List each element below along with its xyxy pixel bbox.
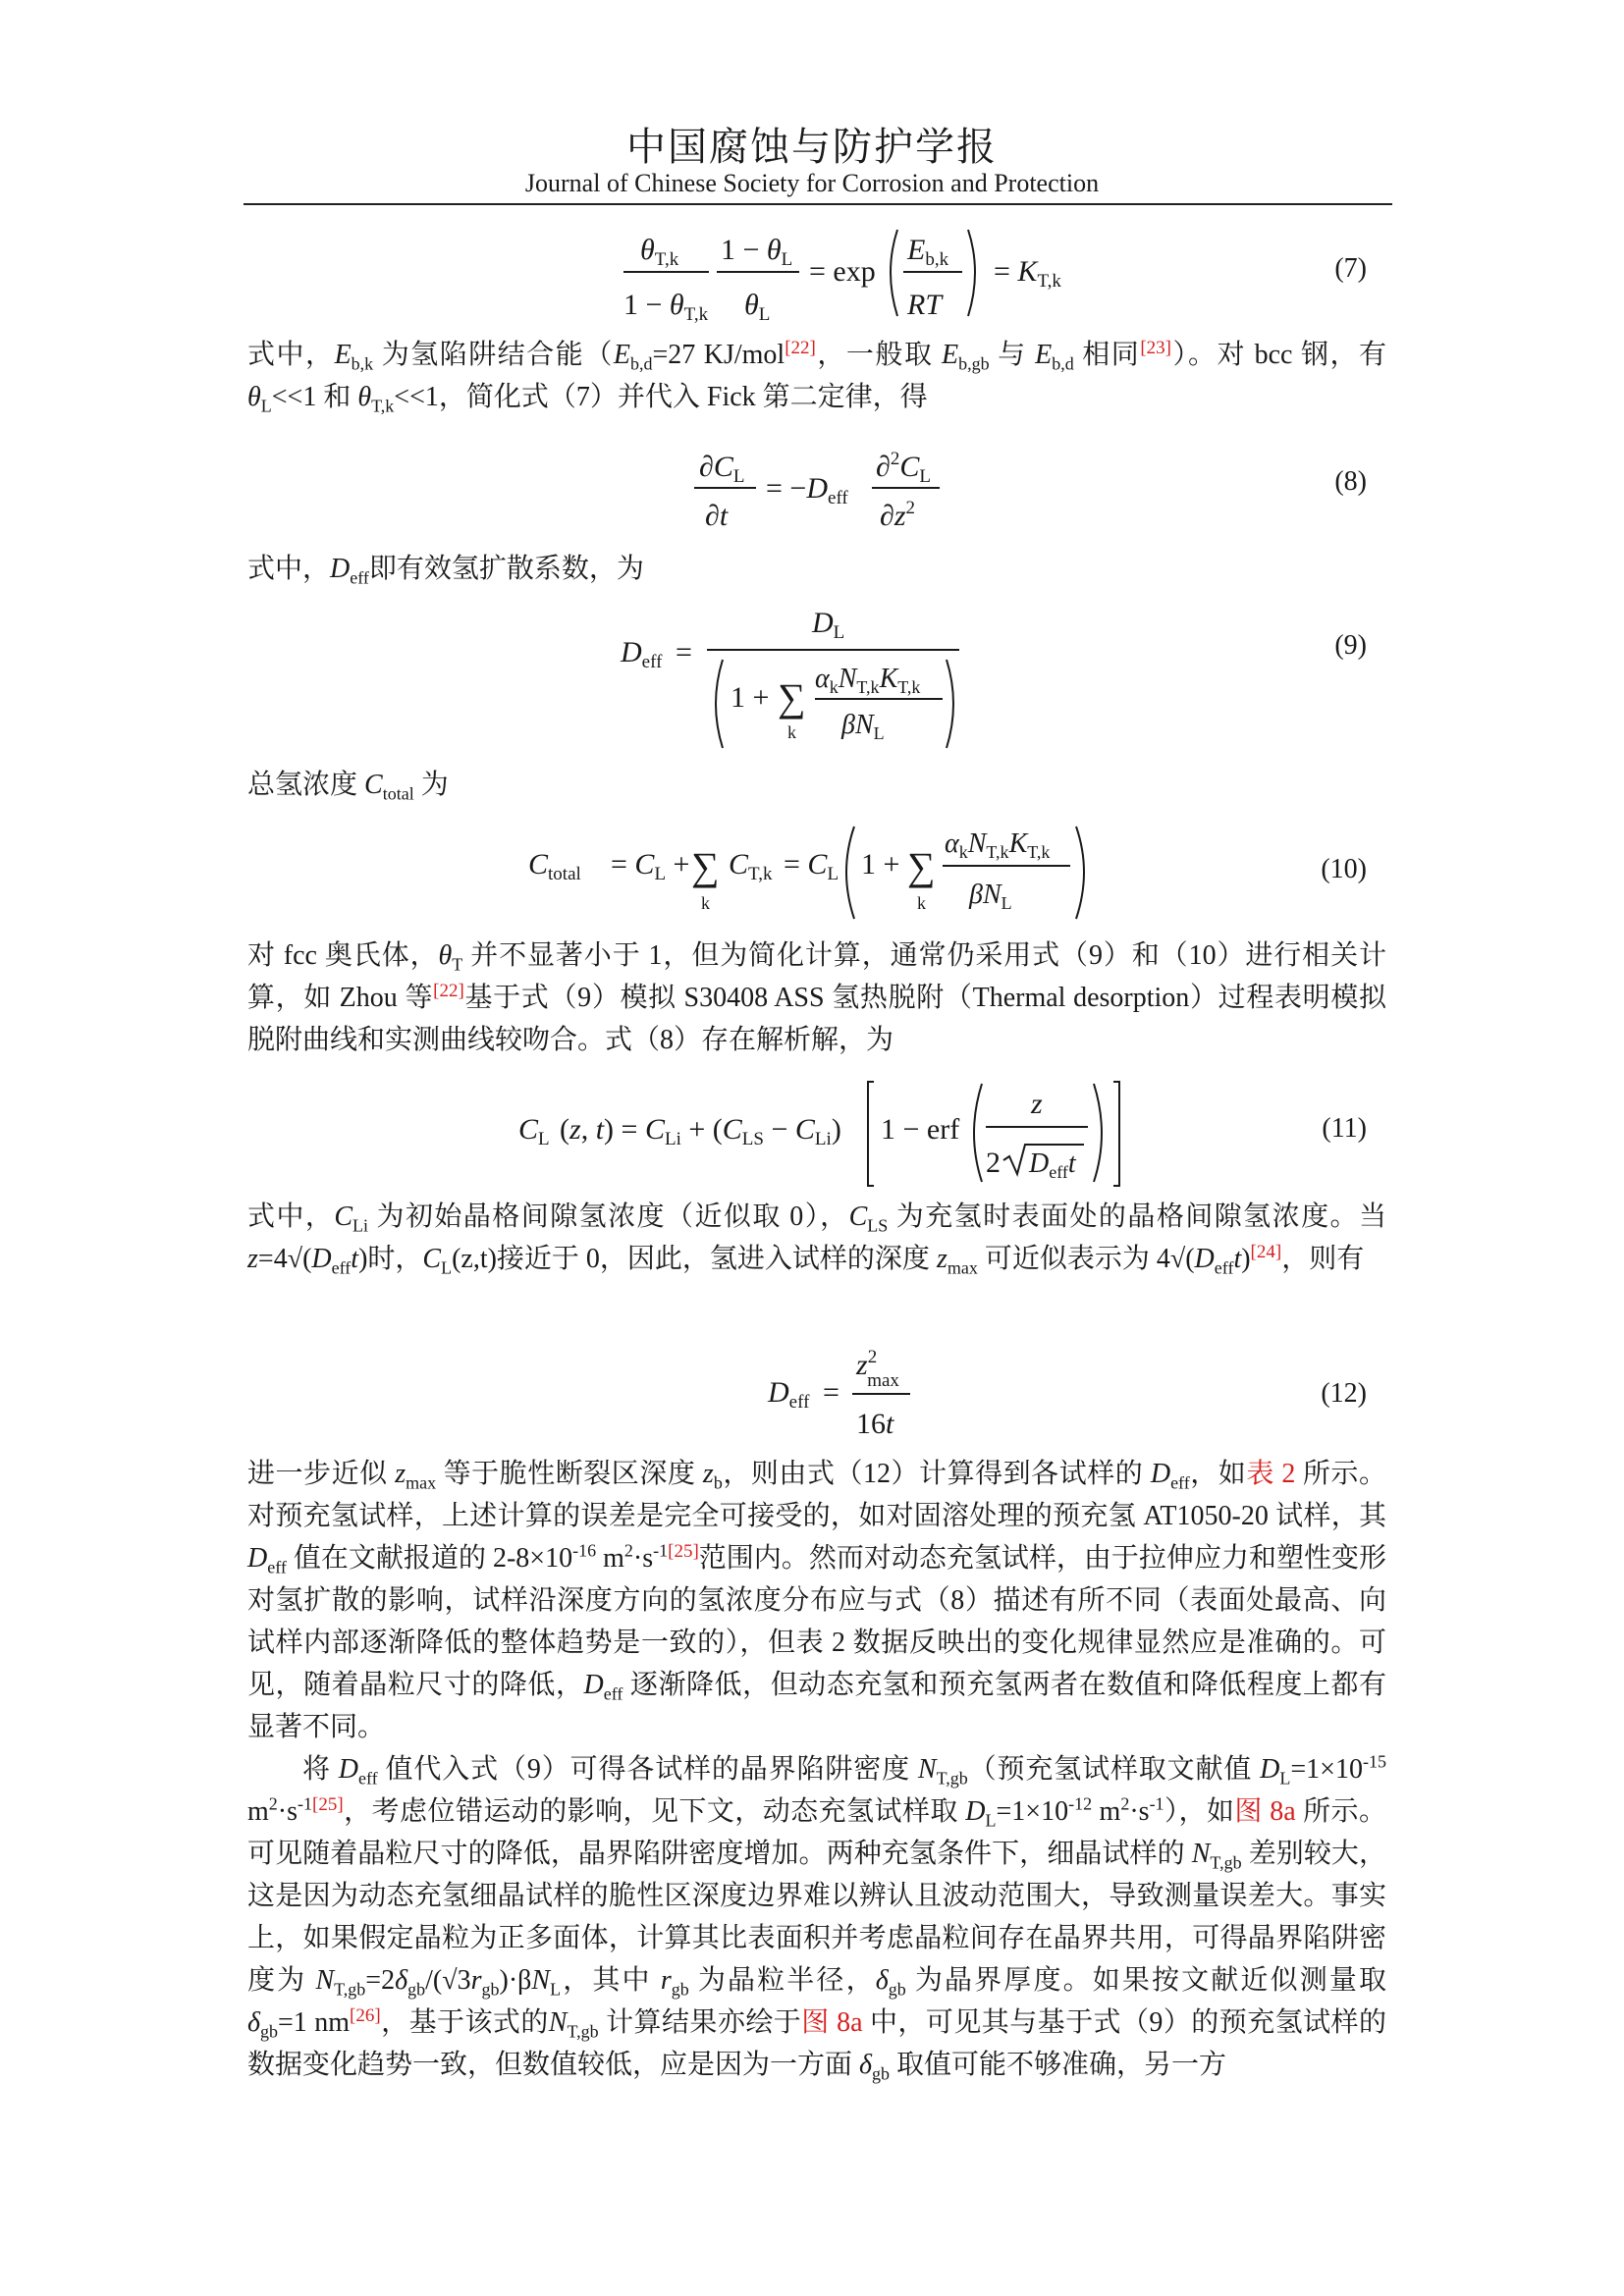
svg-text:1 +: 1 +: [861, 848, 900, 881]
citation-22[interactable]: [22]: [785, 338, 816, 358]
svg-text:(z, t) = CLi + (CLS − CLi): (z, $t) = C_{Li} + (C_{LS} - C_{Li})$: [560, 1113, 841, 1149]
equation-11: [247, 1070, 1386, 1193]
svg-text:∑: ∑: [907, 844, 936, 888]
equation-10-formula: [247, 813, 1386, 926]
table-2-link[interactable]: 表 2: [1246, 1459, 1296, 1489]
svg-text:Deff: $D_{eff}$: [621, 636, 663, 672]
paragraph-fcc-austenite: 对 fcc 奥氏体，$\theta_T$ 并不显著小于 1，但为简化计算，通常仍采用式（9）和（10）进行相关计算，如 Zhou 等[22]基于式（9）模拟 S30408 ASS 氢热脱附（Thermal desorption）过程表明模拟脱附曲线和实测曲线较吻合。式（8）存在解析解，为: [247, 940, 1386, 1055]
equation-11-number: (11): [1322, 1113, 1367, 1144]
svg-text:= −Deff: = $-D_{eff}$: [766, 472, 848, 508]
citation-26[interactable]: [26]: [350, 2005, 381, 2026]
svg-text:z: z: [1031, 1088, 1043, 1120]
citation-22-b[interactable]: [22]: [433, 981, 464, 1001]
figure-8a-link-2[interactable]: 图 8a: [801, 2007, 863, 2038]
svg-text:CL: $C_L$: [518, 1113, 550, 1149]
svg-text:∂2CL: $\partial^2C_L$: [876, 449, 931, 487]
svg-text:RT: RT: [907, 289, 943, 321]
svg-text:k: k: [917, 893, 926, 913]
svg-text:Deff: $D_{eff}$: [768, 1376, 810, 1413]
svg-text:= CL: = $C_L$: [784, 848, 839, 884]
journal-title-chinese: 中国腐蚀与防护学报: [626, 125, 998, 169]
svg-text:Eb,k: $E_{b,k}$: [907, 234, 949, 270]
svg-text:=: =: [676, 636, 692, 668]
paragraph-total-concentration: 总氢浓度 $C_{total}$ 为: [247, 770, 449, 804]
svg-text:∑: ∑: [778, 675, 806, 720]
svg-text:βNL: $\beta N_L$: [969, 880, 1012, 913]
citation-24[interactable]: [24]: [1250, 1242, 1282, 1262]
paragraph-trap-binding: 式中，$E_{b,k}$ 为氢陷阱结合能（$E_{b,d}=27$ KJ/mol[22]，一般取 $E_{b,gb}$ 与 $E_{b,d}$ 相同[23]）。对 bcc 钢，有 $\theta_L<<1$ 和 $\theta_{T,k}<<1$，简化式（7）并代入 Fick 第二定律，得: [247, 338, 1386, 416]
svg-text:z2max: $z^2$ max: [856, 1347, 899, 1391]
svg-text:1 − θL: $1 - \theta_L$: [721, 234, 793, 270]
equation-7: [247, 218, 1386, 326]
equation-7-formula: [247, 218, 1386, 326]
equation-9-number: (9): [1334, 630, 1367, 661]
svg-text:= KT,k: = $K_{T,k}$: [994, 255, 1061, 292]
figure-8a-link[interactable]: 图 8a: [1234, 1796, 1296, 1827]
equation-10: [247, 813, 1386, 926]
paragraph-deff-results: 进一步近似 $z_{max}$ 等于脆性断裂区深度 $z_b$，则由式（12）计算得到各试样的 $D_{eff}$，如表 2 所示。对预充氢试样，上述计算的误差是完全可接受的，如对固溶处理的预充氢 AT1050-20 试样，其 $D_{eff}$ 值在文献报道的 $2-8\times 10^{-16}$ $m^2\cdot s^{-1[25]}$范围内。然而对动态充氢试样，由于拉伸应力和塑性变形对氢扩散的影响，试样沿深度方向的氢浓度分布应与式（8）描述有所不同（表面处最高、向试样内部逐渐降低的整体趋势是一致的），但表 2 数据反映出的变化规律显然应是准确的。可见，随着晶粒尺寸的降低，$D_{eff}$ 逐渐降低，但动态充氢和预充氢两者在数值和降低程度上都有显著不同。: [247, 1459, 1386, 1742]
svg-text:DL: $D_L$: [812, 607, 845, 643]
header-divider: [244, 203, 1392, 205]
svg-text:k: k: [787, 722, 796, 742]
equation-10-number: (10): [1321, 854, 1367, 884]
svg-text:16t: 16t: [856, 1408, 894, 1440]
citation-25[interactable]: [25]: [668, 1541, 699, 1562]
svg-text:βNL: $\beta N_L$: [841, 710, 885, 743]
equation-12-number: (12): [1321, 1378, 1367, 1409]
equation-8-formula: [247, 437, 1386, 535]
svg-text:= exp: = exp: [809, 255, 876, 288]
equation-8: [247, 437, 1386, 535]
equation-7-number: (7): [1334, 253, 1367, 284]
equation-9-formula: [247, 601, 1386, 758]
svg-text:∂CL: $\partial C_L$: [699, 451, 745, 487]
svg-text:1 +: 1 +: [731, 681, 770, 714]
svg-text:θT,k: $\theta_{T,k}$: [640, 234, 679, 270]
equation-12-formula: [247, 1345, 1386, 1443]
svg-text:∂z2: $\partial z^2$: [880, 498, 916, 532]
svg-text:αkNT,kKT,k: $\alpha_kN_{T,k}K_{T,k}$: [945, 828, 1051, 862]
svg-text:Ctotal: $C_{total}$: [528, 848, 581, 884]
svg-text:Defft: $D_{eff}t$: [1029, 1148, 1076, 1182]
citation-23[interactable]: [23]: [1140, 338, 1171, 358]
paragraph-deff-definition: 式中，$D_{eff}$即有效氢扩散系数，为: [247, 554, 644, 588]
equation-12: [247, 1345, 1386, 1443]
paragraph-analytical-solution: 式中，$C_{Li}$ 为初始晶格间隙氢浓度（近似取 0），$C_{LS}$ 为充氢时表面处的晶格间隙氢浓度。当 $z=4√(D_{eff}t)$时，$C_L(z,t)$接近于 0，因此，氢进入试样的深度 $z_{max}$ 可近似表示为 $4√(D_{eff}t)[24]$，则有: [247, 1201, 1386, 1278]
svg-text:∑: ∑: [691, 844, 720, 888]
svg-text:∂t: ∂t: [705, 500, 729, 532]
equation-11-formula: [247, 1070, 1386, 1193]
equation-8-number: (8): [1334, 466, 1367, 497]
svg-text:2: 2: [986, 1147, 1001, 1179]
paragraph-trap-density: 将 $D_{eff}$ 值代入式（9）可得各试样的晶界陷阱密度 $N_{T,gb}$（预充氢试样取文献值 $D_L=1\times 10^{-15}$ $m^2\cdot s^{-1[25]}$，考虑位错运动的影响，见下文，动态充氢试样取 $D_L=1\times 10^{-12}$ $m^2\cdot s^{-1}$），如图 8a 所示。可见随着晶粒尺寸的降低，晶界陷阱密度增加。两种充氢条件下，细晶试样的 $N_{T,gb}$ 差别较大，这是因为动态充氢细晶试样的脆性区深度边界难以辨认且波动范围大，导致测量误差大。事实上，如果假定晶粒为正多面体，计算其比表面积并考虑晶粒间存在晶界共用，可得晶界陷阱密度为 $N_{T,gb}=2\delta_{gb}/(√3r_{gb})\cdot\beta N_L$，其中 $r_{gb}$ 为晶粒半径，$\delta_{gb}$ 为晶界厚度。如果按文献近似测量取 $\delta_{gb}=1$ nm[26]，基于该式的$N_{T,gb}$ 计算结果亦绘于图 8a 中，可见其与基于式（9）的预充氢试样的数据变化趋势一致，但数值较低，应是因为一方面 $\delta_{gb}$ 取值可能不够准确，另一方: [247, 1751, 1386, 2084]
svg-text:= CL +: = $C_L$ +: [611, 848, 690, 884]
svg-text:=: =: [823, 1376, 839, 1409]
equation-9: [247, 601, 1386, 758]
svg-text:1 − θT,k: $1 - \theta_{T,k}$: [623, 289, 709, 325]
svg-text:k: k: [701, 893, 710, 913]
svg-text:CT,k: $C_{T,k}$: [729, 848, 773, 884]
svg-text:1 − erf: 1 − erf: [881, 1113, 960, 1146]
journal-title-english: Journal of Chinese Society for Corrosion and Protection: [524, 169, 1100, 197]
citation-25-b[interactable]: [25]: [312, 1794, 344, 1815]
svg-text:θL: $\theta_L$: [744, 289, 771, 325]
svg-text:αkNT,kKT,k: $\alpha_kN_{T,k}K_{T,k}$: [815, 664, 921, 697]
